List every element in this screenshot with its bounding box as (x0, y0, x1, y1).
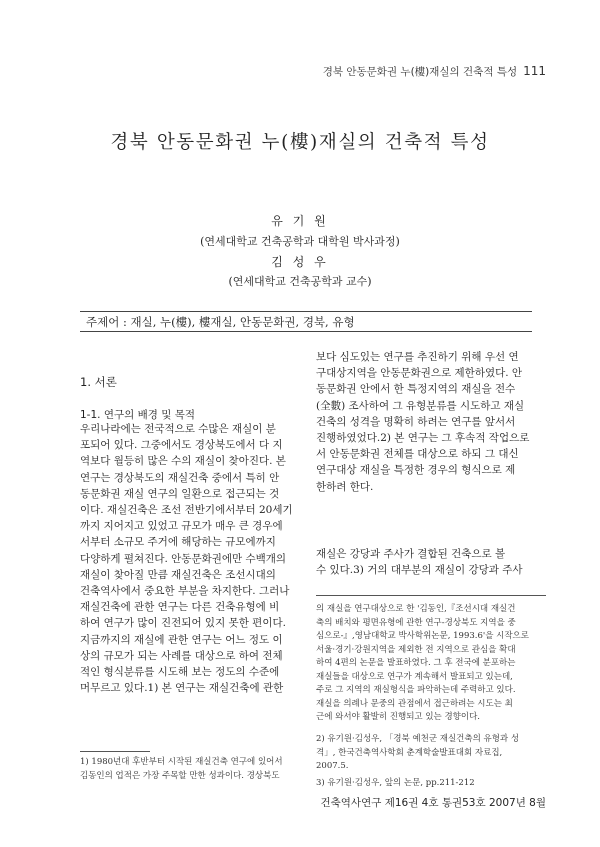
footnote-line: 3) 유기원·김성우, 앞의 논문, pp.211-212 (316, 778, 475, 788)
body-line: 재실건축에 관한 연구는 다른 건축유형에 비 (80, 601, 280, 614)
footnote-line: 1) 1980년대 후반부터 시작된 재실건축 연구에 있어서 (80, 757, 283, 767)
body-line: 이다. 재실건축은 조선 전반기에서부터 20세기 (80, 504, 293, 517)
body-line: 동문화권 재실 연구의 일환으로 접근되는 것 (80, 487, 280, 500)
footnote-line: 의 재실을 연구대상으로 한 '김동인,『조선시대 재실건 (316, 604, 516, 614)
body-line: 서 안동문화권 전체를 대상으로 하되 그 대신 (316, 448, 519, 461)
journal-footer: 건축역사연구 제16권 4호 통권53호 2007년 8월 (320, 797, 546, 809)
body-line: 까지 지어지고 있었고 규모가 매우 큰 경우에 (80, 520, 283, 533)
page-number: 111 (523, 64, 546, 78)
author-name: 김 성 우 (271, 255, 329, 269)
body-line: 진행하였었다.2) 본 연구는 그 후속적 작업으로 (316, 432, 530, 445)
running-header (300, 64, 546, 79)
author-affiliation: (연세대학교 건축공학과 교수) (228, 275, 372, 288)
subsection-heading: 1-1. 연구의 배경 및 목적 (80, 409, 195, 421)
footnote-line: 2007.5. (316, 761, 349, 771)
footnote-line: 재실을 의례나 문중의 관점에서 접근하려는 시도는 최 (316, 698, 513, 709)
footnote-rule (80, 751, 150, 752)
body-line: 구대상지역을 안동문화권으로 제한하였다. 안 (316, 367, 523, 380)
body-line: 다양하게 펼쳐진다. 안동문화권에만 수백개의 (80, 552, 287, 565)
body-line: 연구대상 재실을 특정한 경우의 형식으로 제 (316, 464, 516, 477)
body-line: 수 있다.3) 거의 대부분의 재실이 강당과 주사 (316, 564, 523, 577)
footnote-line: 서울·경기·강원지역을 제외한 전 지역으로 관심을 확대 (316, 644, 516, 655)
body-line: 건축역사에서 중요한 부분을 차지한다. 그러나 (80, 585, 290, 598)
body-line: 건축의 성격을 명확히 하려는 연구를 앞서서 (316, 415, 516, 428)
footnote-line: 심으로-』,영남대학교 박사학위논문, 1993.6'을 시작으로 (316, 631, 529, 641)
left-column (80, 421, 310, 696)
body-line: 재실이 찾아질 만큼 재실건축은 조선시대의 (80, 568, 276, 581)
right-column-b (316, 546, 551, 578)
footnote-line: 주로 그 지역의 재실형식을 파악하는데 주력하고 있다. (316, 685, 516, 695)
body-line: 지금까지의 재실에 관한 연구는 어느 정도 이 (80, 633, 283, 646)
body-line: 우리나라에는 전국적으로 수많은 재실이 분 (80, 423, 276, 435)
section-heading: 1. 서론 (80, 375, 117, 389)
running-title: 경북 안동문화권 누(樓)재실의 건축적 특성 (322, 66, 518, 78)
body-line: 적인 형식분류를 시도해 보는 정도의 수준에 (80, 666, 280, 679)
body-line: 연구는 경상북도의 재실건축 중에서 특히 안 (80, 471, 280, 484)
right-footnote-3 (316, 777, 548, 791)
footnote-line: 격」, 한국건축역사학회 춘계학술발표대회 자료집, (316, 747, 503, 758)
body-line: 상의 규모가 되는 사례를 대상으로 하여 전체 (80, 649, 283, 662)
body-line: (全數) 조사하여 그 유형분류를 시도하고 재실 (316, 399, 525, 412)
body-line: 서부터 소규모 주거에 해당하는 규모에까지 (80, 536, 276, 549)
body-line: 역보다 월등히 많은 수의 재실이 찾아진다. 본 (80, 455, 286, 468)
body-line: 포되어 있다. 그중에서도 경상북도에서 다 지 (80, 439, 283, 452)
body-line: 동문화권 안에서 한 특정지역의 재실을 전수 (316, 383, 516, 396)
footnote-line: 2) 유기원·김성우, 「경북 예천군 재실건축의 유형과 성 (316, 734, 520, 744)
right-column-a (316, 349, 551, 495)
left-footnote (80, 756, 310, 783)
author-name: 유 기 원 (271, 214, 329, 228)
author-affiliation: (연세대학교 건축공학과 대학원 박사과정) (200, 235, 400, 248)
right-footnote-2 (316, 733, 548, 774)
footnote-line: 근에 와서야 활발히 진행되고 있는 경향이다. (316, 712, 481, 722)
footnote-line: 축의 배치와 평면유형에 관한 연구-경상북도 지역을 중 (316, 617, 516, 628)
body-line: 보다 심도있는 연구를 추진하기 위해 우선 연 (316, 351, 519, 363)
body-line: 한하려 한다. (316, 480, 374, 493)
right-footnote-continued (316, 603, 548, 725)
footnote-line: 김동인의 업적은 가장 주목할 만한 성과이다. 경상북도 (80, 770, 280, 781)
body-line: 하여 연구가 많이 진전되어 있지 못한 편이다. (80, 617, 286, 630)
keywords: 주제어 : 재실, 누(樓), 樓재실, 안동문화권, 경북, 유형 (86, 315, 355, 329)
footnote-rule (316, 595, 546, 596)
paper-title: 경북 안동문화권 누(樓)재실의 건축적 특성 (110, 132, 490, 153)
footnote-line: 재실들을 대상으로 연구가 계속해서 발표되고 있는데, (316, 671, 513, 682)
body-line: 머무르고 있다.1) 본 연구는 재실건축에 관한 (80, 682, 284, 695)
footnote-line: 하여 4편의 논문을 발표하였다. 그 후 전국에 분포하는 (316, 658, 516, 668)
body-line: 재실은 강당과 주사가 결합된 건축으로 볼 (316, 548, 506, 560)
